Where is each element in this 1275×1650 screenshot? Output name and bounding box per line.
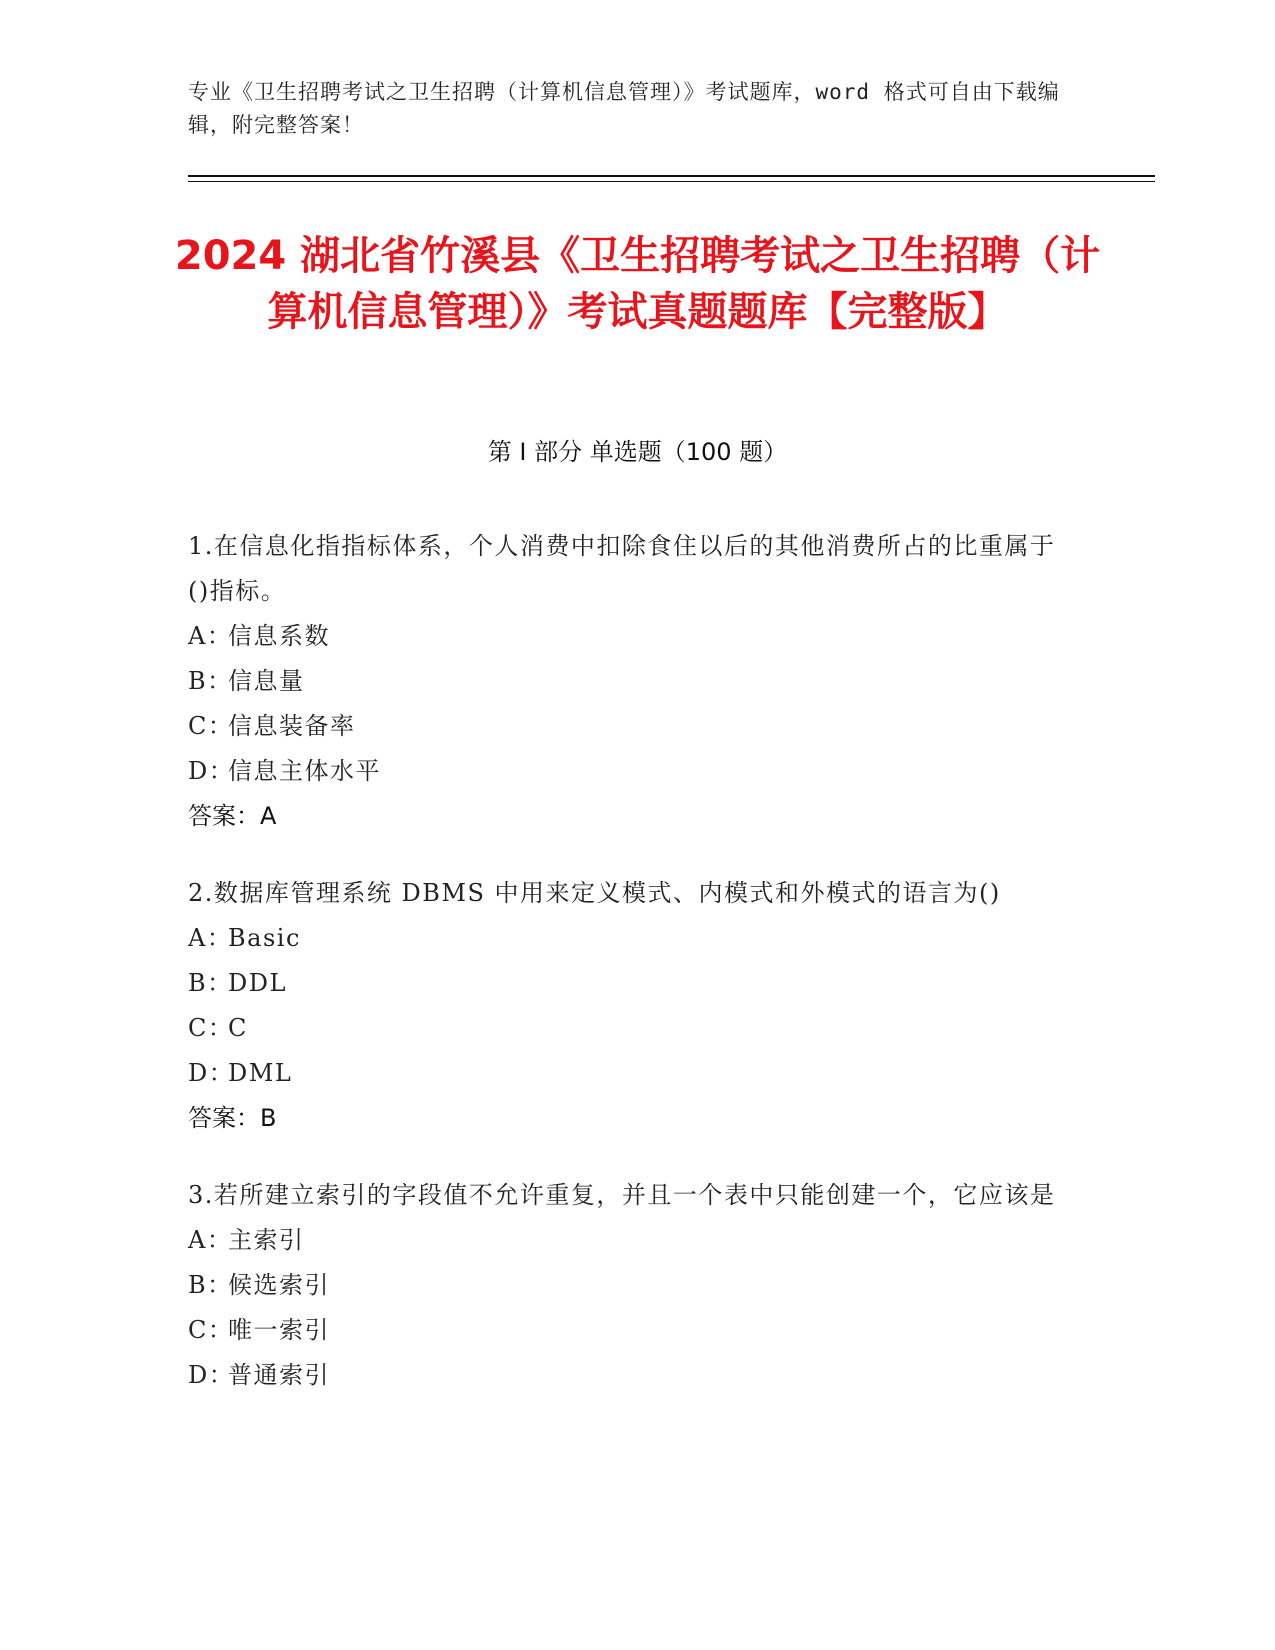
option-a <box>188 1218 1068 1263</box>
option-key: B： <box>188 667 233 695</box>
option-text: 信息系数 <box>228 622 330 650</box>
option-d <box>188 1353 1068 1398</box>
option-key: A： <box>188 924 233 952</box>
option-key: A： <box>188 1226 233 1254</box>
option-d <box>188 749 1068 794</box>
option-key: D： <box>188 1059 235 1087</box>
option-d <box>188 1051 1068 1096</box>
header-divider-thick <box>188 175 1155 177</box>
option-text: C <box>228 1014 248 1042</box>
option-text: 信息装备率 <box>228 712 356 740</box>
question-list <box>188 524 1068 1430</box>
option-text: 信息主体水平 <box>228 757 381 785</box>
option-text: Basic <box>228 924 301 952</box>
question-1 <box>188 524 1068 839</box>
option-key: D： <box>188 1361 235 1389</box>
option-text: 候选索引 <box>228 1271 330 1299</box>
option-text: 唯一索引 <box>228 1316 330 1344</box>
option-b <box>188 1263 1068 1308</box>
question-stem: 1.在信息化指指标体系，个人消费中扣除食住以后的其他消费所占的比重属于()指标。 <box>188 532 1056 605</box>
question-stem: 3.若所建立索引的字段值不允许重复，并且一个表中只能创建一个，它应该是 <box>188 1181 1056 1209</box>
answer-line: 答案：B <box>188 1104 277 1132</box>
question-3 <box>188 1173 1068 1398</box>
option-b <box>188 961 1068 1006</box>
option-key: C： <box>188 1316 234 1344</box>
option-key: B： <box>188 1271 233 1299</box>
option-c <box>188 1006 1068 1051</box>
question-2 <box>188 871 1068 1141</box>
option-c <box>188 704 1068 749</box>
option-key: C： <box>188 712 234 740</box>
option-text: 普通索引 <box>228 1361 330 1389</box>
option-text: DDL <box>228 969 287 997</box>
option-key: D： <box>188 757 235 785</box>
header-divider-thin <box>188 181 1155 182</box>
option-key: A： <box>188 622 233 650</box>
option-key: B： <box>188 969 233 997</box>
question-stem: 2.数据库管理系统 DBMS 中用来定义模式、内模式和外模式的语言为() <box>188 879 1001 907</box>
option-key: C： <box>188 1014 234 1042</box>
option-a <box>188 916 1068 961</box>
option-text: DML <box>228 1059 293 1087</box>
document-title: 2024 湖北省竹溪县《卫生招聘考试之卫生招聘（计算机信息管理）》考试真题题库【完整版】 <box>174 233 1101 335</box>
option-a <box>188 614 1068 659</box>
header-note: 专业《卫生招聘考试之卫生招聘（计算机信息管理）》考试题库，word 格式可自由下载编辑，附完整答案！ <box>188 80 1060 137</box>
section-heading: 第 I 部分 单选题（100 题） <box>487 438 788 466</box>
answer-line: 答案：A <box>188 802 277 830</box>
option-b <box>188 659 1068 704</box>
option-c <box>188 1308 1068 1353</box>
option-text: 信息量 <box>228 667 305 695</box>
option-text: 主索引 <box>228 1226 305 1254</box>
